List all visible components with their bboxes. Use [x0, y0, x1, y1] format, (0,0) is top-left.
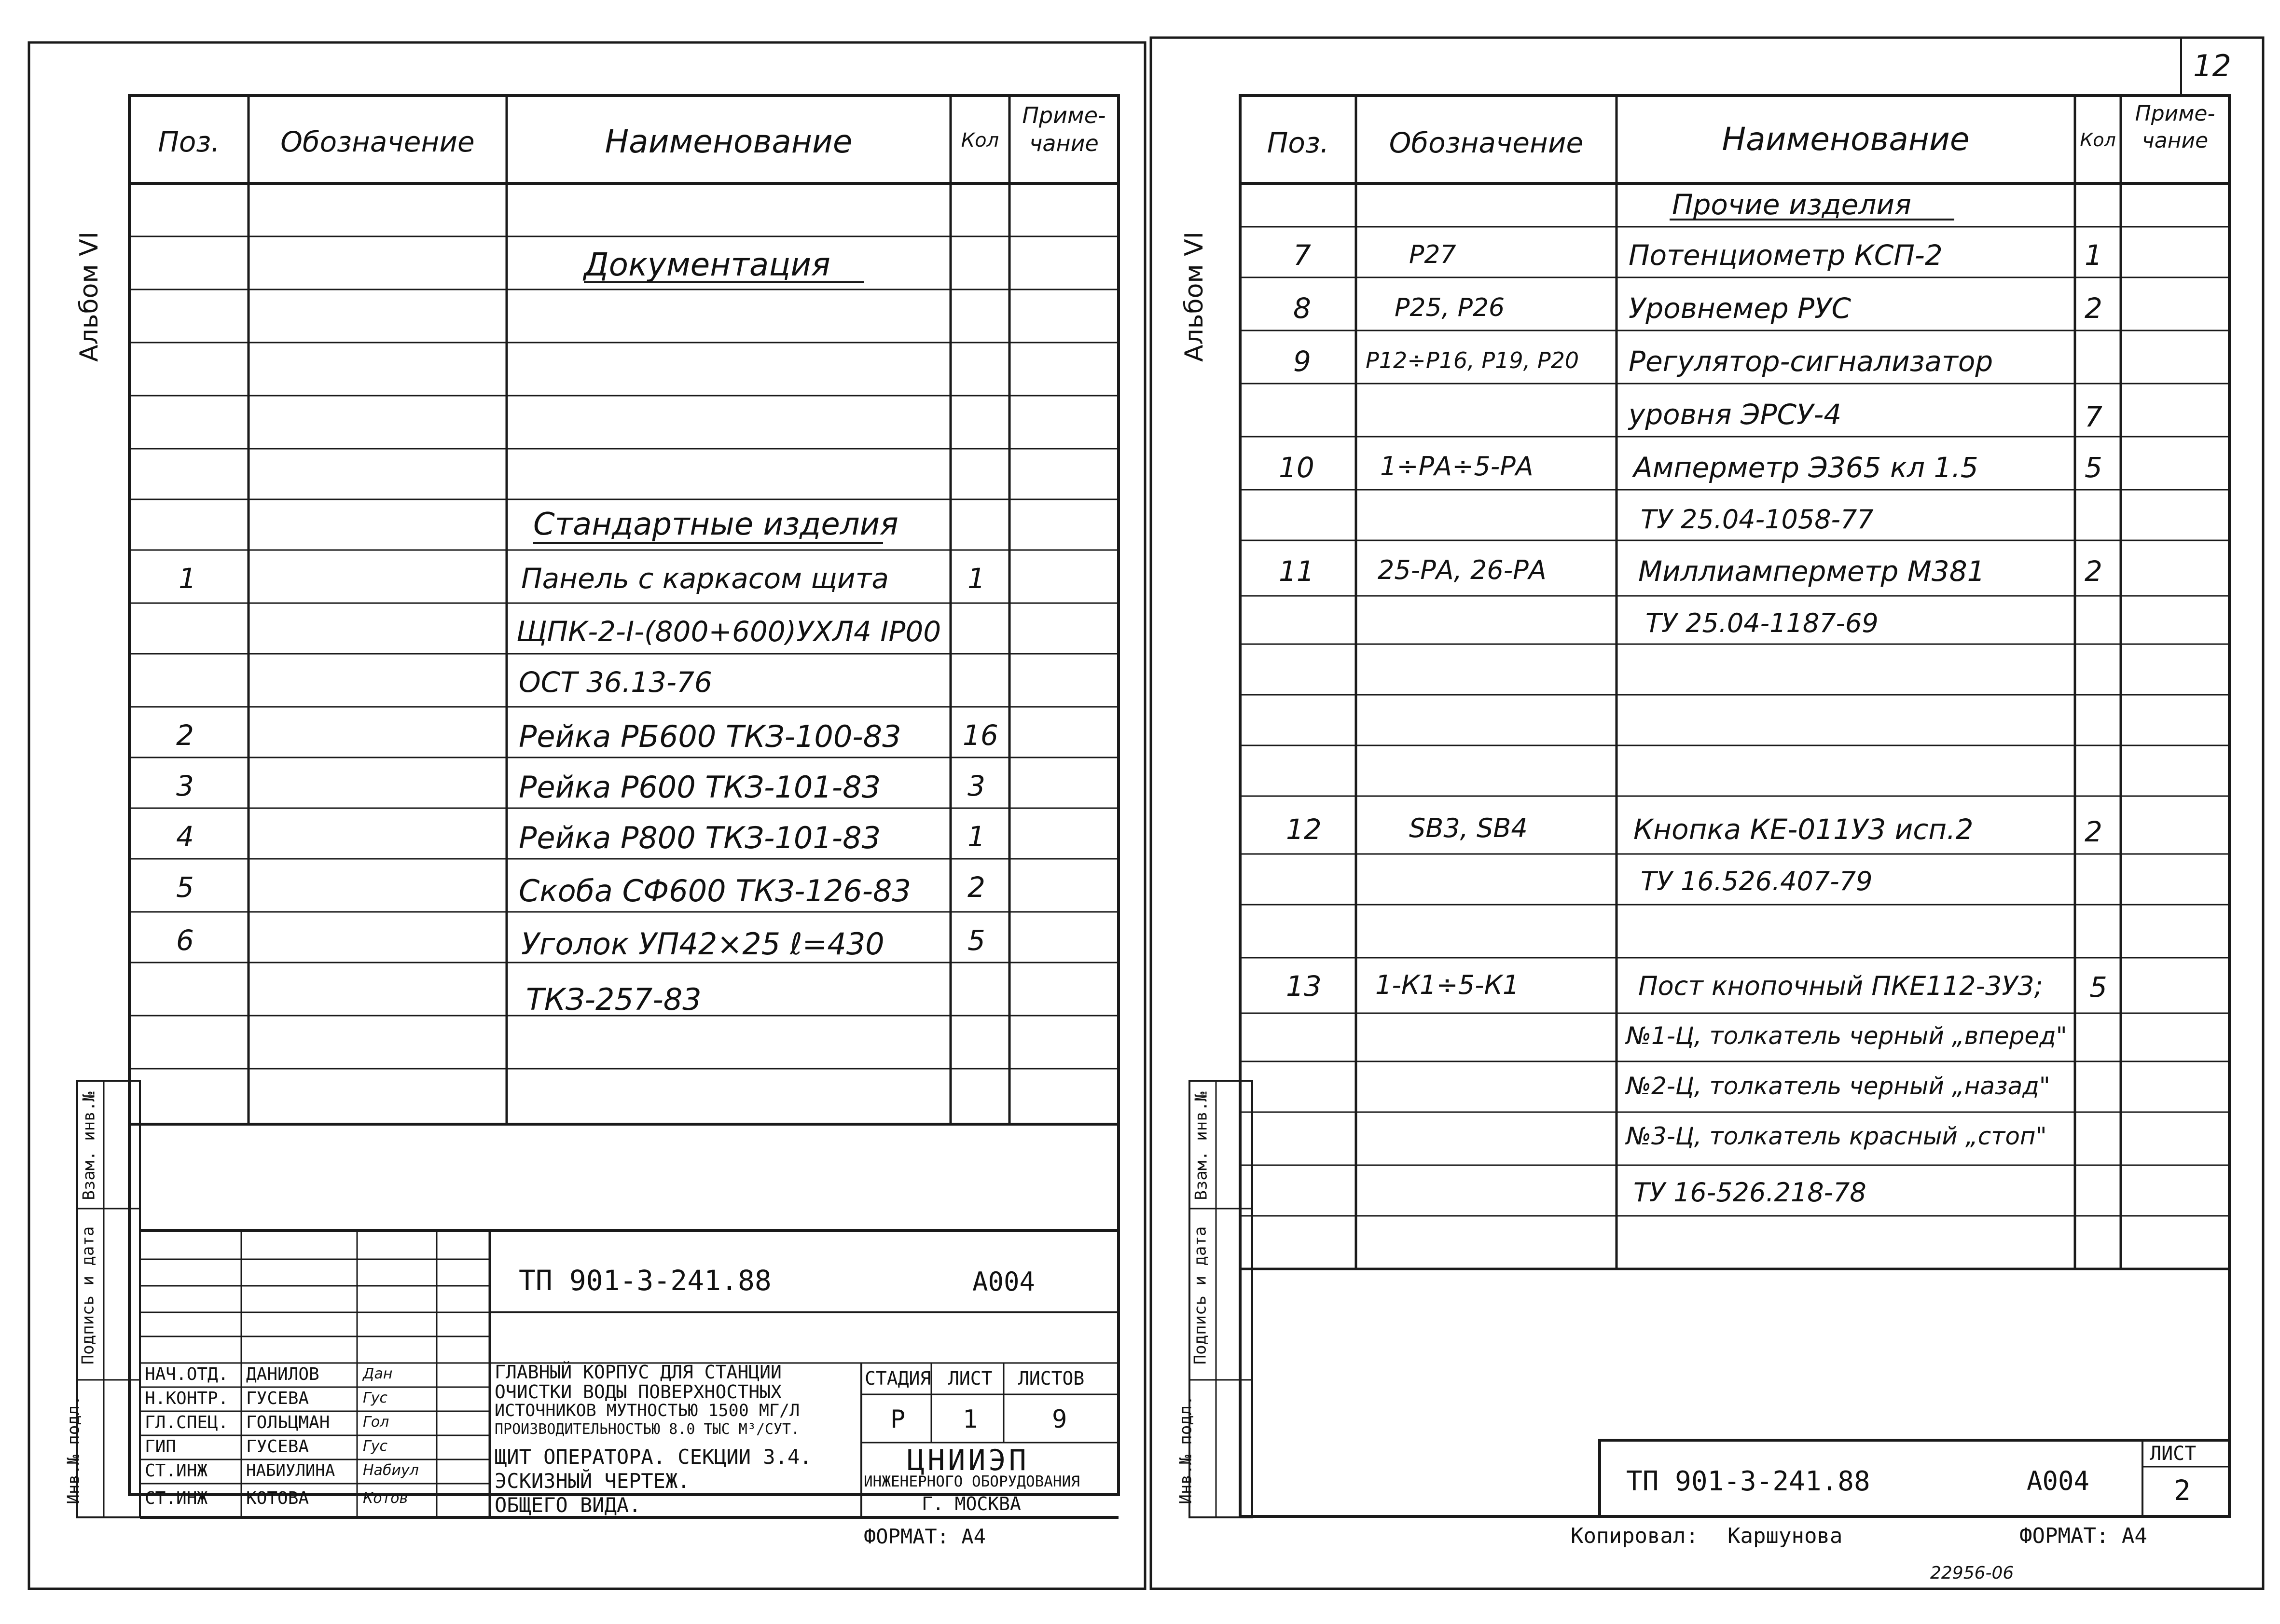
right-row-15-name: ТУ 16-526.218-78	[1633, 1177, 1866, 1208]
right-sheet-value: 2	[2174, 1474, 2191, 1507]
title-line-1: ГЛАВНЫЙ КОРПУС ДЛЯ СТАНЦИИ	[495, 1362, 782, 1383]
right-row-7-name: Миллиамперметр М381	[1638, 555, 1985, 588]
right-row-9-pos: 12	[1286, 813, 1322, 846]
album-word: Альбом	[1180, 264, 1209, 362]
right-row-1-qty: 1	[2085, 239, 2102, 272]
title-line-4: ПРОИЗВОДИТЕЛЬНОСТЬЮ 8.0 ТЫС М³/СУТ.	[495, 1421, 800, 1438]
signature-2: Гус	[363, 1390, 387, 1406]
left-row-4-qty: 16	[963, 719, 998, 752]
role-3: ГЛ.СПЕЦ.	[145, 1413, 229, 1432]
left-row-7-qty: 2	[967, 871, 985, 904]
stamp-inv-podl-left: Инв.№ подл.	[64, 1395, 83, 1504]
right-row-2-qty: 2	[2085, 292, 2102, 325]
left-row-8-pos: 6	[176, 924, 194, 957]
left-row-1-qty: 1	[967, 562, 985, 595]
album-number: VI	[75, 231, 104, 256]
org-name: ЦНИИЭП	[907, 1444, 1029, 1477]
stamp-podpis-data-right: Подпись и дата	[1190, 1226, 1210, 1365]
left-row-5-name: Рейка Р600 ТКЗ-101-83	[519, 770, 881, 805]
left-header-pos: Поз.	[158, 125, 220, 158]
signature-5: Набиул	[363, 1462, 419, 1479]
left-row-7-name: Скоба СФ600 ТКЗ-126-83	[519, 873, 911, 908]
name-2: ГУСЕВА	[246, 1389, 309, 1408]
album-label-right	[1180, 224, 1214, 369]
name-1: ДАНИЛОВ	[246, 1364, 319, 1384]
sheets-value: 9	[1052, 1405, 1067, 1434]
left-row-7-pos: 5	[176, 871, 194, 904]
left-doc-code: ТП 901-3-241.88	[519, 1264, 772, 1297]
copied-name: Каршунова	[1727, 1524, 1843, 1548]
title-line-2: ОЧИСТКИ ВОДЫ ПОВЕРХНОСТНЫХ	[495, 1381, 782, 1403]
right-row-5-qty: 5	[2085, 451, 2102, 484]
right-row-3-des: Р12÷Р16, Р19, Р20	[1366, 347, 1579, 373]
right-row-4-qty: 7	[2085, 400, 2102, 433]
right-header-pos: Поз.	[1267, 126, 1329, 159]
subtitle-line-3: ОБЩЕГО ВИДА.	[495, 1493, 641, 1517]
section-standard-items: Стандартные изделия	[533, 507, 898, 542]
left-header-note-2: чание	[1029, 130, 1099, 156]
right-row-2-name: Уровнемер РУС	[1629, 292, 1851, 325]
right-header-name: Наименование	[1722, 121, 1970, 158]
signature-3: Гол	[363, 1414, 389, 1431]
left-row-9-name: ТКЗ-257-83	[526, 982, 702, 1017]
left-row-1-pos: 1	[179, 562, 196, 595]
left-row-5-pos: 3	[176, 770, 194, 802]
name-6: КОТОВА	[246, 1488, 309, 1508]
signature-4: Гус	[363, 1438, 387, 1455]
right-row-9-qty: 2	[2085, 815, 2102, 848]
right-row-5-des: 1÷РА÷5-РА	[1380, 451, 1534, 482]
role-2: Н.КОНТР.	[145, 1389, 229, 1408]
right-header-qty: Кол	[2080, 129, 2116, 151]
subtitle-line-1: ЩИТ ОПЕРАТОРА. СЕКЦИИ 3.4.	[495, 1445, 812, 1469]
role-5: СТ.ИНЖ	[145, 1461, 208, 1481]
role-6: СТ.ИНЖ	[145, 1488, 208, 1508]
org-city: Г. МОСКВА	[922, 1493, 1021, 1514]
right-row-13-name: №2-Ц, толкатель черный „назад"	[1626, 1072, 2050, 1100]
format-right: ФОРМАТ: А4	[2019, 1524, 2147, 1548]
stage-label: СТАДИЯ	[865, 1368, 931, 1389]
right-row-7-des: 25-РА, 26-РА	[1378, 555, 1547, 585]
album-label-left	[75, 224, 109, 369]
right-row-2-pos: 8	[1293, 292, 1311, 325]
right-row-11-des: 1-К1÷5-К1	[1375, 970, 1520, 1000]
left-row-8-qty: 5	[967, 924, 985, 957]
stamp-vzam-inv-left: Взам. инв.№	[79, 1091, 99, 1200]
subtitle-line-2: ЭСКИЗНЫЙ ЧЕРТЕЖ.	[495, 1469, 690, 1493]
right-row-2-des: Р25, Р26	[1395, 293, 1505, 322]
right-header-note-2: чание	[2142, 128, 2209, 153]
right-row-6-name: ТУ 25.04-1058-77	[1641, 504, 1874, 535]
stamp-vzam-inv-right: Взам. инв.№	[1191, 1091, 1211, 1200]
section-documentation: Документация	[584, 246, 830, 283]
left-doc-suffix: А004	[972, 1266, 1036, 1297]
right-row-1-des: Р27	[1409, 240, 1456, 269]
role-1: НАЧ.ОТД.	[145, 1364, 229, 1384]
right-row-14-name: №3-Ц, толкатель красный „стоп"	[1626, 1122, 2047, 1150]
name-3: ГОЛЬЦМАН	[246, 1413, 330, 1432]
stamp-inv-podl-right: Инв.№ подл.	[1176, 1395, 1196, 1504]
org-subtitle: ИНЖЕНЕРНОГО ОБОРУДОВАНИЯ	[864, 1473, 1080, 1490]
left-row-6-qty: 1	[967, 820, 985, 853]
sheets-label: ЛИСТОВ	[1018, 1368, 1085, 1389]
right-row-1-pos: 7	[1293, 239, 1311, 272]
left-row-4-name: Рейка РБ600 ТКЗ-100-83	[519, 719, 901, 754]
name-4: ГУСЕВА	[246, 1437, 309, 1457]
sheet-value: 1	[963, 1405, 978, 1434]
left-header-note-1: Приме-	[1022, 102, 1106, 128]
left-row-5-qty: 3	[967, 770, 985, 802]
archive-number: 22956-06	[1930, 1563, 2014, 1583]
right-row-9-des: SB3, SB4	[1409, 813, 1528, 843]
right-row-11-qty: 5	[2089, 971, 2107, 1004]
right-row-11-pos: 13	[1286, 970, 1322, 1003]
right-row-7-qty: 2	[2085, 555, 2102, 588]
left-row-6-name: Рейка Р800 ТКЗ-101-83	[519, 820, 881, 855]
right-row-3-pos: 9	[1293, 345, 1311, 378]
title-line-3: ИСТОЧНИКОВ МУТНОСТЬЮ 1500 МГ/Л	[495, 1401, 800, 1420]
left-row-6-pos: 4	[176, 820, 194, 853]
right-doc-suffix: А004	[2027, 1466, 2090, 1496]
left-row-3-name: ОСТ 36.13-76	[519, 666, 712, 699]
section-other-items: Прочие изделия	[1672, 188, 1911, 221]
right-row-1-name: Потенциометр КСП-2	[1629, 239, 1943, 272]
stage-value: Р	[890, 1405, 906, 1434]
right-row-5-pos: 10	[1279, 451, 1314, 484]
sheet-number: 12	[2193, 48, 2231, 83]
stamp-podpis-data-left: Подпись и дата	[78, 1226, 98, 1365]
left-row-4-pos: 2	[176, 719, 194, 752]
signature-6: Котов	[363, 1490, 408, 1507]
format-left: ФОРМАТ: А4	[864, 1525, 986, 1548]
right-row-10-name: ТУ 16.526.407-79	[1641, 866, 1873, 896]
right-row-5-name: Амперметр Э365 кл 1.5	[1633, 451, 1978, 484]
role-4: ГИП	[145, 1437, 177, 1457]
right-header-designation: Обозначение	[1389, 126, 1584, 159]
right-sheet-label: ЛИСТ	[2150, 1443, 2197, 1465]
right-row-9-name: Кнопка КЕ-011У3 исп.2	[1633, 813, 1974, 846]
left-header-qty: Кол	[961, 129, 999, 151]
album-number: VI	[1180, 231, 1209, 256]
left-row-8-name: Уголок УП42×25 ℓ=430	[521, 926, 884, 962]
right-header-note-1: Приме-	[2135, 101, 2215, 126]
right-row-8-name: ТУ 25.04-1187-69	[1645, 608, 1879, 638]
sheet-label: ЛИСТ	[948, 1368, 993, 1389]
signature-1: Дан	[363, 1365, 393, 1382]
right-row-11-name: Пост кнопочный ПКЕ112-3У3;	[1638, 971, 2043, 1001]
right-doc-code: ТП 901-3-241.88	[1626, 1466, 1870, 1497]
right-row-3-name: Регулятор-сигнализатор	[1629, 345, 1993, 378]
album-word: Альбом	[75, 264, 104, 362]
right-row-7-pos: 11	[1279, 555, 1314, 588]
right-row-12-name: №1-Ц, толкатель черный „вперед"	[1626, 1022, 2067, 1050]
left-row-1-name: Панель с каркасом щита	[521, 562, 889, 595]
copied-label: Копировал:	[1571, 1524, 1699, 1548]
left-row-2-name: ЩПК-2-I-(800+600)УХЛ4 IР00	[516, 615, 941, 648]
name-5: НАБИУЛИНА	[246, 1461, 335, 1480]
right-row-4-name: уровня ЭРСУ-4	[1629, 398, 1842, 431]
left-header-name: Наименование	[605, 123, 853, 160]
left-header-designation: Обозначение	[280, 125, 475, 158]
